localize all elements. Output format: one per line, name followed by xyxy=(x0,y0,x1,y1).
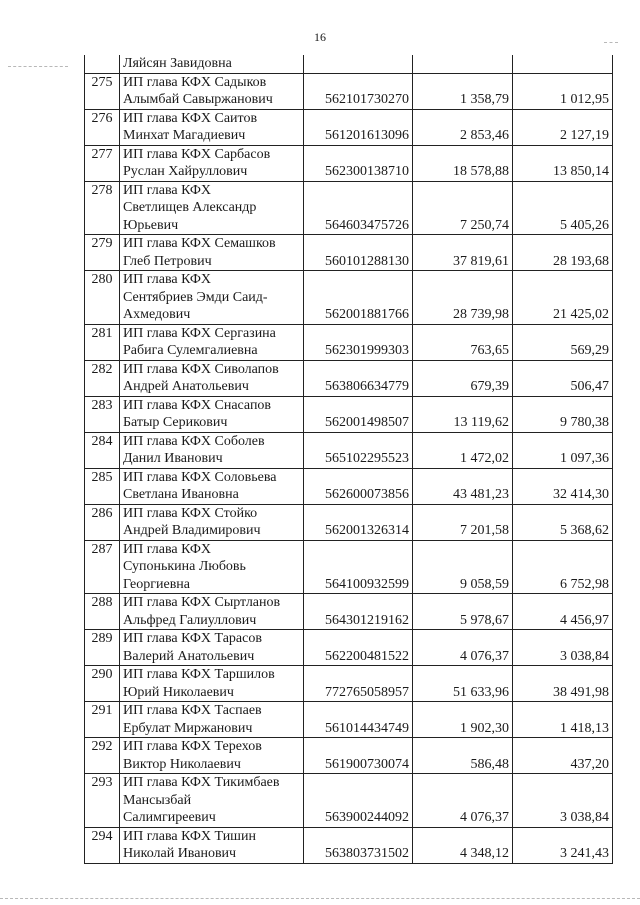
recipient-name-line: ИП глава КФХ Стойко xyxy=(123,505,258,521)
recipient-name-line: ИП глава КФХ Сарбасов xyxy=(123,146,271,162)
recipient-name-line: Валерий Анатольевич xyxy=(123,648,255,664)
inn-cell: 561201613096 xyxy=(304,109,413,145)
recipient-name-cell xyxy=(120,827,304,863)
recipient-name-line: ИП глава КФХ Семашков xyxy=(123,236,276,251)
row-number-cell: 286 xyxy=(85,504,120,540)
table-row xyxy=(85,145,613,181)
recipient-name-line: Руслан Хайруллович xyxy=(123,164,248,179)
inn-cell: 563806634779 xyxy=(304,360,413,396)
table-row xyxy=(85,738,613,774)
recipient-name-line: Рабига Сулемгалиевна xyxy=(123,343,258,358)
recipient-name-line: Салимгиреевич xyxy=(123,810,216,825)
recipient-name-cell xyxy=(120,396,304,432)
recipient-name-line: Юрий Николаевич xyxy=(123,684,234,700)
inn-cell: 562300138710 xyxy=(304,145,413,181)
recipient-name-line: Мансызбай xyxy=(123,792,192,808)
row-number-cell: 285 xyxy=(85,468,120,504)
recipient-name-line: ИП глава КФХ Соболев xyxy=(123,433,265,449)
recipient-name-line: Сентябриев Эмди Саид- xyxy=(123,289,268,305)
row-number-cell xyxy=(85,55,120,73)
table-row xyxy=(85,271,613,325)
recipient-name-cell xyxy=(120,468,304,504)
table-row xyxy=(85,360,613,396)
recipient-name-line: Ахмедович xyxy=(123,307,191,322)
recipient-name-line: Ербулат Миржанович xyxy=(123,720,253,736)
row-number-cell: 284 xyxy=(85,432,120,468)
recipient-name-cell xyxy=(120,666,304,702)
recipient-name-line: Минхат Магадиевич xyxy=(123,128,246,143)
recipient-name-cell xyxy=(120,594,304,630)
row-number-cell: 293 xyxy=(85,774,120,828)
amount-1-cell: 5 978,67 xyxy=(413,594,513,630)
inn-cell: 562001498507 xyxy=(304,396,413,432)
scan-artifact-top-right xyxy=(604,42,618,43)
inn-cell: 772765058957 xyxy=(304,666,413,702)
row-number-cell: 280 xyxy=(85,271,120,325)
amount-1-cell: 4 076,37 xyxy=(413,774,513,828)
recipient-name-cell xyxy=(120,738,304,774)
inn-cell: 562001326314 xyxy=(304,504,413,540)
recipient-name-line: ИП глава КФХ xyxy=(123,182,211,198)
amount-2-cell: 3 038,84 xyxy=(513,774,613,828)
amount-1-cell: 51 633,96 xyxy=(413,666,513,702)
table-row xyxy=(85,702,613,738)
recipient-name-cell xyxy=(120,235,304,271)
recipient-name-cell xyxy=(120,73,304,109)
table-row xyxy=(85,432,613,468)
table-row xyxy=(85,630,613,666)
table-row xyxy=(85,181,613,235)
recipient-name-line: Данил Иванович xyxy=(123,451,223,466)
table-row xyxy=(85,109,613,145)
recipient-name-line: Юрьевич xyxy=(123,217,179,233)
recipient-name-cell: Ляйсян Завидовна xyxy=(120,55,304,73)
amount-2-cell: 38 491,98 xyxy=(513,666,613,702)
recipient-name-line: ИП глава КФХ Снасапов xyxy=(123,397,272,413)
recipient-name-line: ИП глава КФХ Сыртланов xyxy=(123,595,281,610)
row-number-cell: 282 xyxy=(85,360,120,396)
table-row-continuation xyxy=(85,55,613,73)
inn-cell: 563803731502 xyxy=(304,827,413,863)
amount-1-cell: 7 250,74 xyxy=(413,181,513,235)
amount-1-cell: 1 472,02 xyxy=(413,432,513,468)
recipient-name-line: Андрей Владимирович xyxy=(123,523,261,538)
amount-1-cell: 586,48 xyxy=(413,738,513,774)
amount-2-cell: 1 012,95 xyxy=(513,73,613,109)
recipient-name-line: ИП глава КФХ Тикимбаев xyxy=(123,775,280,790)
row-number-cell: 291 xyxy=(85,702,120,738)
recipient-name-line: ИП глава КФХ xyxy=(123,541,211,557)
recipient-name-cell xyxy=(120,360,304,396)
amount-2-cell: 569,29 xyxy=(513,324,613,360)
recipient-name-line: ИП глава КФХ Таршилов xyxy=(123,667,275,682)
amount-1-cell: 18 578,88 xyxy=(413,145,513,181)
row-number-cell: 283 xyxy=(85,396,120,432)
recipient-name-line: Светлищев Александр xyxy=(123,200,257,215)
recipient-name-line: ИП глава КФХ Соловьева xyxy=(123,469,277,485)
recipient-name-cell xyxy=(120,109,304,145)
amount-1-cell: 28 739,98 xyxy=(413,271,513,325)
amount-2-cell: 5 368,62 xyxy=(513,504,613,540)
row-number-cell: 279 xyxy=(85,235,120,271)
amount-1-cell: 1 358,79 xyxy=(413,73,513,109)
table-row xyxy=(85,468,613,504)
recipient-name-line: Николай Иванович xyxy=(123,846,237,861)
recipient-name-cell xyxy=(120,145,304,181)
amount-1-cell: 9 058,59 xyxy=(413,540,513,594)
table-row xyxy=(85,827,613,863)
inn-cell: 560101288130 xyxy=(304,235,413,271)
amount-1-cell: 7 201,58 xyxy=(413,504,513,540)
inn-cell: 562600073856 xyxy=(304,468,413,504)
amount-1-cell: 43 481,23 xyxy=(413,468,513,504)
amount-2-cell xyxy=(513,55,613,73)
recipient-name-line: ИП глава КФХ Терехов xyxy=(123,739,262,754)
table-row xyxy=(85,504,613,540)
row-number-cell: 287 xyxy=(85,540,120,594)
amount-2-cell: 506,47 xyxy=(513,360,613,396)
inn-cell: 562101730270 xyxy=(304,73,413,109)
amount-2-cell: 21 425,02 xyxy=(513,271,613,325)
amount-1-cell: 1 902,30 xyxy=(413,702,513,738)
inn-cell: 561900730074 xyxy=(304,738,413,774)
recipient-name-line: Светлана Ивановна xyxy=(123,487,239,502)
recipient-name-line: Супонькина Любовь xyxy=(123,559,246,574)
row-number-cell: 276 xyxy=(85,109,120,145)
row-number-cell: 289 xyxy=(85,630,120,666)
recipient-name-cell xyxy=(120,271,304,325)
amount-2-cell: 9 780,38 xyxy=(513,396,613,432)
amount-2-cell: 2 127,19 xyxy=(513,109,613,145)
amount-1-cell: 2 853,46 xyxy=(413,109,513,145)
table-row xyxy=(85,666,613,702)
inn-cell: 563900244092 xyxy=(304,774,413,828)
inn-cell: 565102295523 xyxy=(304,432,413,468)
inn-cell: 562001881766 xyxy=(304,271,413,325)
row-number-cell: 292 xyxy=(85,738,120,774)
recipient-name-line: Георгиевна xyxy=(123,576,191,592)
recipient-name-line: ИП глава КФХ Сергазина xyxy=(123,325,276,341)
recipient-name-cell xyxy=(120,702,304,738)
amount-1-cell: 4 076,37 xyxy=(413,630,513,666)
row-number-cell: 278 xyxy=(85,181,120,235)
inn-cell: 562301999303 xyxy=(304,324,413,360)
inn-cell xyxy=(304,55,413,73)
row-number-cell: 288 xyxy=(85,594,120,630)
row-number-cell: 275 xyxy=(85,73,120,109)
table-row xyxy=(85,774,613,828)
recipient-name-cell xyxy=(120,504,304,540)
recipient-name-cell xyxy=(120,432,304,468)
recipient-name-cell xyxy=(120,181,304,235)
amount-1-cell: 763,65 xyxy=(413,324,513,360)
inn-cell: 564100932599 xyxy=(304,540,413,594)
amount-2-cell: 5 405,26 xyxy=(513,181,613,235)
recipient-name-line: Альфред Галиуллович xyxy=(123,612,257,628)
amount-1-cell: 679,39 xyxy=(413,360,513,396)
row-number-cell: 281 xyxy=(85,324,120,360)
scan-artifact-top-left xyxy=(8,66,68,67)
recipient-name-cell xyxy=(120,630,304,666)
amount-2-cell: 32 414,30 xyxy=(513,468,613,504)
amount-1-cell: 13 119,62 xyxy=(413,396,513,432)
inn-cell: 561014434749 xyxy=(304,702,413,738)
row-number-cell: 290 xyxy=(85,666,120,702)
recipient-name-cell xyxy=(120,324,304,360)
amount-2-cell: 28 193,68 xyxy=(513,235,613,271)
recipient-name-line: ИП глава КФХ Садыков xyxy=(123,74,267,90)
inn-cell: 564603475726 xyxy=(304,181,413,235)
recipient-name-cell xyxy=(120,540,304,594)
table-row xyxy=(85,594,613,630)
row-number-cell: 294 xyxy=(85,827,120,863)
row-number-cell: 277 xyxy=(85,145,120,181)
recipient-name-cell xyxy=(120,774,304,828)
recipient-name-line: Батыр Серикович xyxy=(123,415,228,430)
amount-2-cell: 6 752,98 xyxy=(513,540,613,594)
table-row xyxy=(85,73,613,109)
amount-1-cell: 37 819,61 xyxy=(413,235,513,271)
amount-1-cell xyxy=(413,55,513,73)
amount-2-cell: 3 241,43 xyxy=(513,827,613,863)
amount-2-cell: 437,20 xyxy=(513,738,613,774)
amount-1-cell: 4 348,12 xyxy=(413,827,513,863)
table-row xyxy=(85,235,613,271)
table-row xyxy=(85,396,613,432)
recipient-name-line: ИП глава КФХ Тишин xyxy=(123,828,256,844)
amount-2-cell: 1 418,13 xyxy=(513,702,613,738)
inn-cell: 564301219162 xyxy=(304,594,413,630)
recipient-name-line: Алымбай Савыржанович xyxy=(123,92,273,107)
amount-2-cell: 1 097,36 xyxy=(513,432,613,468)
amount-2-cell: 13 850,14 xyxy=(513,145,613,181)
inn-cell: 562200481522 xyxy=(304,630,413,666)
page-number: 16 xyxy=(314,30,326,44)
recipient-name-line: Глеб Петрович xyxy=(123,253,212,269)
recipient-name-line: ИП глава КФХ xyxy=(123,272,211,287)
recipient-name-line: ИП глава КФХ Саитов xyxy=(123,110,258,126)
scan-artifact-bottom xyxy=(0,898,640,899)
recipient-name-line: Виктор Николаевич xyxy=(123,756,241,772)
grant-recipients-table xyxy=(84,55,613,864)
table-row xyxy=(85,324,613,360)
amount-2-cell: 4 456,97 xyxy=(513,594,613,630)
recipient-name-line: Андрей Анатольевич xyxy=(123,379,249,394)
recipient-name-line: ИП глава КФХ Сиволапов xyxy=(123,361,279,377)
amount-2-cell: 3 038,84 xyxy=(513,630,613,666)
recipient-name-line: ИП глава КФХ Таспаев xyxy=(123,703,262,718)
table-row xyxy=(85,540,613,594)
recipient-name-line: ИП глава КФХ Тарасов xyxy=(123,631,262,646)
